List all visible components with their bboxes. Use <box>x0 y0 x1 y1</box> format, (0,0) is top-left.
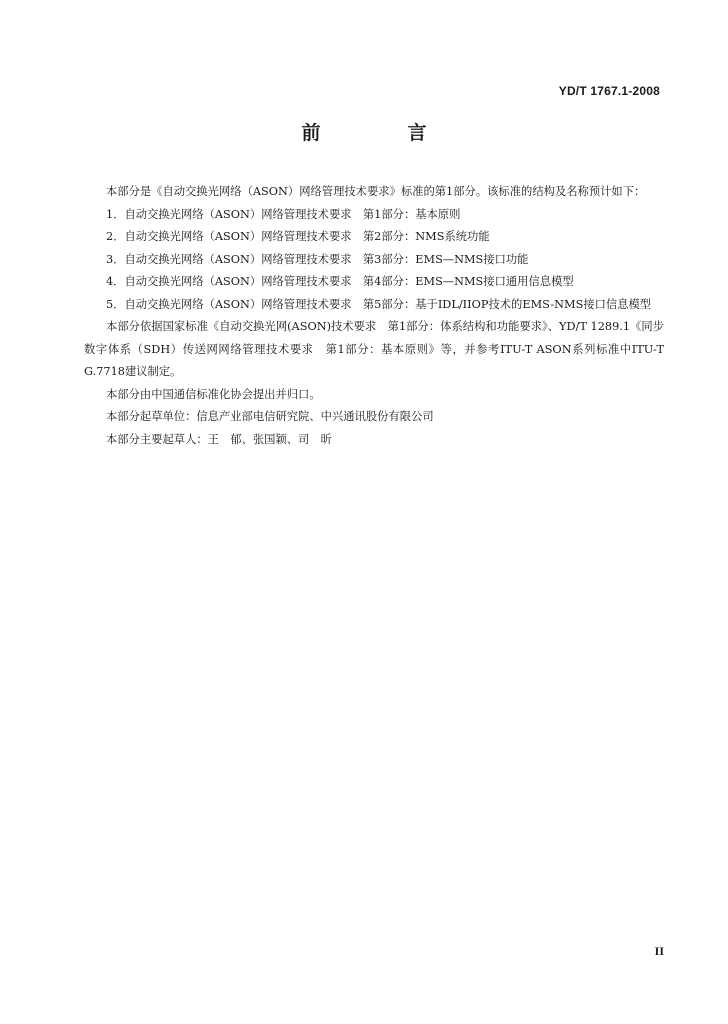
list-item: 5．自动交换光网络（ASON）网络管理技术要求 第5部分：基于IDL/IIOP技术的EMS-NMS接口信息模型 <box>106 297 652 311</box>
drafters-paragraph: 本部分主要起草人：王 郁、张国颖、司 昕 <box>106 432 332 446</box>
list-item: 3．自动交换光网络（ASON）网络管理技术要求 第3部分：EMS—NMS接口功能 <box>106 252 529 266</box>
list-item: 1．自动交换光网络（ASON）网络管理技术要求 第1部分：基本原则 <box>106 207 461 221</box>
proposer-paragraph: 本部分由中国通信标准化协会提出并归口。 <box>106 387 321 401</box>
list-item: 4．自动交换光网络（ASON）网络管理技术要求 第4部分：EMS—NMS接口通用信息模型 <box>106 275 574 288</box>
page-number: II <box>654 944 664 958</box>
list-item: 2．自动交换光网络（ASON）网络管理技术要求 第2部分：NMS系统功能 <box>106 230 490 243</box>
drafting-units-paragraph: 本部分起草单位：信息产业部电信研究院、中兴通讯股份有限公司 <box>106 410 434 423</box>
intro-paragraph: 本部分是《自动交换光网络（ASON）网络管理技术要求》标准的第1部分。该标准的结构及名称预计如下： <box>106 185 646 198</box>
basis-paragraph: 本部分依据国家标准《自动交换光网(ASON)技术要求 第1部分：体系结构和功能要求》、YD/T 1289.1《同步数字体系（SDH）传送网网络管理技术要求 第1部分：基本原则》等，并参考ITU-T ASON系列标准中ITU-T G.7718建议制定。 <box>84 320 664 378</box>
page-title: 前 言 <box>301 122 461 144</box>
standard-code: YD/T 1767.1-2008 <box>558 84 660 98</box>
foreword-body <box>84 181 664 451</box>
